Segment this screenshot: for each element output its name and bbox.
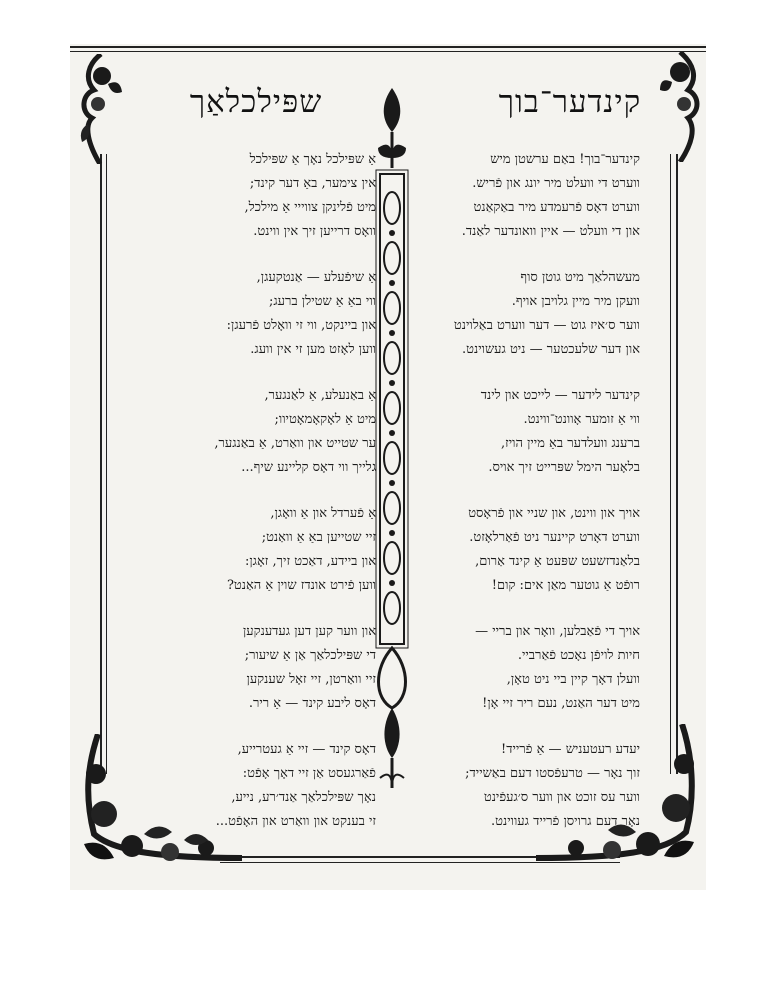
top-rule — [70, 46, 706, 48]
left-rule-thin — [106, 154, 107, 774]
verse-line: בלאָער הימל שפּרייט זיך אויס. — [488, 460, 640, 475]
verse-line: זי בענקט און וואַרט און האָפֿט... — [215, 814, 376, 829]
verse-line: נאָר דעם גרויסן פֿרייד געווינט. — [491, 814, 640, 829]
verse-line: מיט פֿלינקן צווייי אַ מילכל, — [244, 200, 376, 215]
right-poem-title: קינדער־בוך — [498, 84, 642, 120]
verse-line: אויך און ווינט, און שניי און פֿראָסט — [468, 506, 640, 521]
verse-line: די שפּילכלאַך אַן אַ שיעור; — [244, 648, 376, 663]
verse-line: ווי אַ זומער אָוונט־ווינט. — [523, 412, 640, 427]
verse-line: גלייך ווי דאָס קליינע שיף... — [241, 460, 376, 475]
top-rule-thin — [70, 51, 706, 52]
verse-line: ווערט דאָרט קיינער ניט פֿאַרלאָזט. — [469, 530, 640, 545]
verse-line: קינדער לידער — לייכט און לינד — [480, 388, 640, 403]
left-poem-title: שפּילכלאַך — [189, 84, 323, 120]
verse-line: ברענג וועלדער באַ מיין הויז, — [500, 436, 640, 451]
verse-line: מיט אַ לאָקאָמאָטיוו; — [274, 412, 376, 427]
stanza — [166, 384, 376, 480]
left-poem-column — [166, 148, 376, 856]
verse-line: וואָס דרייען זיך אין ווינט. — [253, 224, 376, 239]
verse-line: זוך נאָר — טרעפֿסטו דעם באַשייד; — [465, 766, 640, 781]
stanza — [430, 620, 640, 716]
verse-line: חיות לויפֿן נאָכט פֿאַרביי. — [517, 648, 640, 663]
stanza — [166, 148, 376, 244]
verse-line: ווערט די וועלט מיר יונג און פֿריש. — [472, 176, 640, 191]
verse-line: מיט דער האַנט, נעם ריר זיי אָן! — [482, 696, 640, 711]
verse-line: וועלן דאָך קיין ביי ניט טאָן, — [506, 672, 640, 687]
verse-line: מעשהלאַך מיט גוטן סוף — [520, 270, 640, 285]
stanza — [430, 502, 640, 598]
right-poem-column — [430, 148, 640, 856]
verse-line: רופֿט אַ גוטער מאַן אים: קום! — [491, 578, 640, 593]
verse-line: דאָס ליבע קינד — אַ ריר. — [248, 696, 376, 711]
floral-ornament-top-left — [78, 54, 124, 164]
stanza — [166, 738, 376, 834]
right-rule-thin — [670, 154, 671, 774]
verse-line: ווי באַ אַ שטילן ברעג; — [269, 294, 376, 309]
verse-line: און ביינקט, ווי זי וואָלט פֿרעגן: — [226, 318, 376, 333]
right-rule — [676, 154, 678, 774]
verse-line: ווען פֿירט אונדז שוין אַ האַנט? — [226, 578, 376, 593]
verse-line: אַ שיפֿעלע — אַנטקעגן, — [256, 270, 376, 285]
verse-line: און ביידע, דאַכט זיך, זאָגן: — [244, 554, 376, 569]
verse-line: אויך די פֿאַבלען, וואָר און בריי — — [475, 624, 640, 639]
verse-line: און די וועלט — איין וואונדער לאַנד. — [461, 224, 640, 239]
verse-line: נאָך שפּילכלאַך אַנד׳רע, נייע, — [231, 790, 376, 805]
verse-line: ווערט דאָס פֿרעמדע מיר באַקאַנט — [473, 200, 640, 215]
stanza — [166, 266, 376, 362]
verse-line: קינדער־בוך! באַם ערשטן מיש — [490, 152, 640, 167]
verse-line: ווער ס׳איז גוט — דער ווערט באַלוינט — [453, 318, 640, 333]
verse-line: זיי וואַרטן, זיי זאָל שענקען — [246, 672, 376, 687]
verse-line: אַ באַנעלע, אַ לאַנגער, — [264, 388, 376, 403]
stanza — [166, 502, 376, 598]
verse-line: יעדע רעטעניש — אַ פֿרייד! — [501, 742, 640, 757]
verse-line: דאָס קינד — זיי אַ געטרייע, — [237, 742, 376, 757]
verse-line: און ווער קען דען געדענקען — [242, 624, 376, 639]
verse-line: בלאַנדזשעט שפּעט אַ קינד אַרום, — [475, 554, 640, 569]
page-sheet — [70, 44, 706, 890]
left-rule — [100, 154, 102, 774]
verse-line: ער שטייט און וואַרט, אַ באַנגער, — [214, 436, 376, 451]
stanza — [430, 148, 640, 244]
verse-line: ווער עס זוכט און ווער ס׳געפֿינט — [483, 790, 640, 805]
verse-line: פֿאַרגעסט אַן זיי דאָך אָפֿט: — [242, 766, 376, 781]
verse-line: זיי שטייען באַ אַ וואַנט; — [261, 530, 376, 545]
verse-line: און דער שלעכטער — ניט געשוינט. — [462, 342, 640, 357]
stanza — [430, 266, 640, 362]
stanza — [430, 384, 640, 480]
verse-line: אַ שפּילכל נאָך אַ שפּילכל — [249, 152, 376, 167]
stanza — [430, 738, 640, 834]
verse-line: ווען לאָזט מען זי אין וועג. — [250, 342, 376, 357]
center-vertical-ornament — [370, 88, 414, 788]
stanza — [166, 620, 376, 716]
verse-line: וועקן מיר מיין גלויבן אויף. — [511, 294, 640, 309]
verse-line: אַ פֿערדל און אַ וואָגן, — [270, 506, 376, 521]
verse-line: אין צימער, באַ דער קינד; — [249, 176, 376, 191]
